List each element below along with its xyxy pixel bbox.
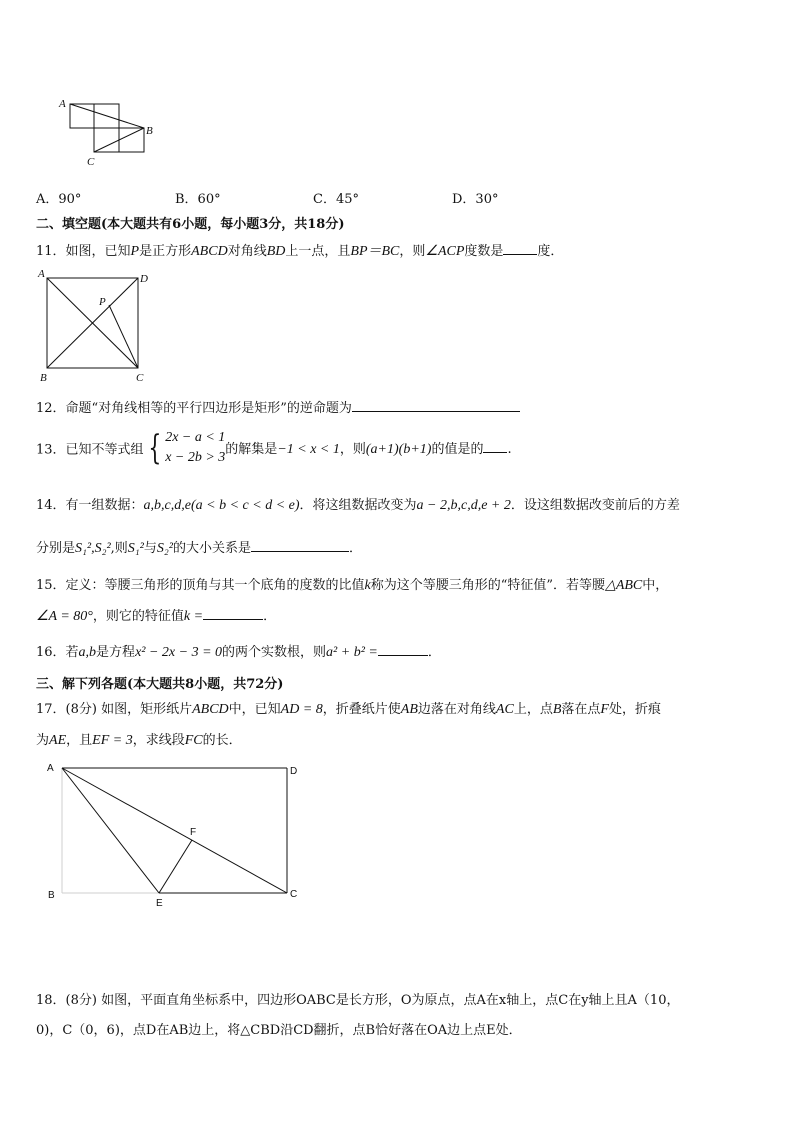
section-3-heading: 三、解下列各题(本大题共8小题，共72分) (36, 677, 284, 692)
option-b: B．60° (175, 192, 221, 207)
square-figure (36, 268, 156, 388)
label-c: C (87, 156, 95, 168)
question-15-line-2: ∠A = 80°，则它的特征值k = ． (36, 609, 277, 624)
option-d: D．30° (452, 192, 499, 207)
system-brace: { (147, 428, 161, 468)
label-a: A (59, 98, 66, 110)
label-b: B (48, 890, 55, 901)
question-13: 13．已知不等式组 { 2x − a < 1 x − 2b > 3的解集是−1 < x < 1，则(a+1)(b+1)的值是的 . (36, 428, 512, 468)
answer-blank-15[interactable] (203, 607, 263, 620)
answer-blank-16[interactable] (378, 643, 428, 656)
label-d: D (290, 766, 298, 777)
label-c: C (136, 372, 144, 384)
answer-blank-13[interactable] (483, 440, 507, 453)
label-p: P (99, 296, 106, 308)
label-a: A (38, 268, 45, 280)
question-18-line-2: 0)，C（0，6)，点D在AB边上，将△CBD沿CD翻折，点B恰好落在OA边上点E处． (36, 1023, 522, 1038)
question-15-line-1: 15．定义：等腰三角形的顶角与其一个底角的度数的比值k称为这个等腰三角形的“特征值”．若等腰△ABC中， (36, 578, 669, 593)
label-e: E (156, 898, 163, 908)
answer-blank-14[interactable] (251, 539, 349, 552)
section-2-heading: 二、填空题(本大题共有6小题，每小题3分，共18分) (36, 217, 345, 232)
question-17-line-1: 17．(8分) 如图，矩形纸片ABCD中，已知AD = 8，折叠纸片使AB边落在对角线AC上，点B落在点F处，折痕 (36, 702, 661, 717)
label-b: B (146, 125, 153, 137)
question-12: 12．命题“对角线相等的平行四边形是矩形”的逆命题为 (36, 397, 520, 416)
question-11: 11．如图，已知P是正方形ABCD对角线BD上一点，且BP＝BC，则∠ACP度数是 度． (36, 244, 564, 259)
question-14-line-1: 14．有一组数据：a,b,c,d,e(a < b < c < d < e)．将这组数据改变为a − 2,b,c,d,e + 2．设这组数据改变前后的方差 (36, 498, 680, 513)
label-f: F (190, 827, 197, 838)
option-c: C．45° (313, 192, 359, 207)
question-17-line-2: 为AE，且EF = 3，求线段FC的长． (36, 733, 242, 748)
option-a: A．90° (36, 192, 82, 207)
rectangle-figure (40, 758, 310, 908)
label-b: B (40, 372, 47, 384)
label-a: A (47, 763, 54, 774)
label-c: C (290, 889, 298, 900)
label-d: D (140, 273, 148, 285)
question-14-line-2: 分别是S₁²,S₂²,则S₁²与S₂²的大小关系是 ． (36, 541, 362, 556)
answer-blank-12[interactable] (352, 399, 520, 412)
top-figure (55, 95, 165, 170)
question-16: 16．若a,b是方程x² − 2x − 3 = 0的两个实数根，则a² + b² = ． (36, 645, 441, 660)
answer-blank-11[interactable] (503, 242, 537, 255)
inequality-system: 2x − a < 1 x − 2b > 3 (165, 430, 226, 465)
question-18-line-1: 18．(8分) 如图，平面直角坐标系中，四边形OABC是长方形，O为原点，点A在x轴上，点C在y轴上且A（10， (36, 993, 680, 1008)
